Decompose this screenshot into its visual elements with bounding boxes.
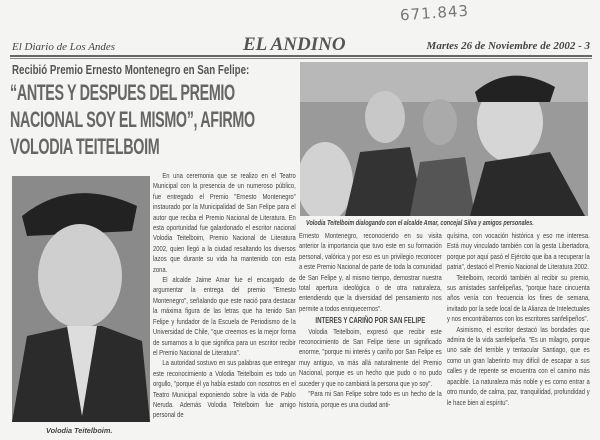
masthead-date: Martes 26 de Noviembre de 2002 - 3 <box>426 40 590 52</box>
photo-left-caption: Volodia Teitelboim. <box>46 426 113 435</box>
photo-group <box>300 62 588 216</box>
handwritten-note: 671.843 <box>399 1 470 25</box>
photo-right-caption: Volodia Teitelboim dialogando con el alcalde Amar, concejal Silva y amigos personales. <box>306 218 534 227</box>
article-column-1 <box>153 171 296 421</box>
article-column-2 <box>299 231 442 410</box>
article-subhead: INTERES Y CARIÑO POR SAN FELIPE <box>315 316 426 326</box>
masthead-rule <box>10 55 592 59</box>
article-headline: “ANTES Y DESPUES DEL PREMIO NACIONAL SOY EL MISMO”, AFIRMO VOLODIA TEITELBOIM <box>10 80 255 159</box>
paragraph: El alcalde Jaime Amar fue el encargado de argumentar la entrega del premio "Ernesto Montenegro", señalando que este nació para destacar la máxima figura de las letras que ha tenido San Felipe y fundador de la Escuela de Periodismo de la Universidad de Chile, "que creemos es la mejor forma de sumarnos a lo que significa para un escritor recibir el Premio Nacional de Literatura". <box>153 275 296 357</box>
masthead-title: EL ANDINO <box>243 34 346 55</box>
paragraph: Teitelboim, recordó también al recibir su premio, sus amistades sanfelipeñas, "porque hace cincuenta años venía con frecuencia los fines de semana, invitado por la sede local de la Alianza de Intelectuales y nos encontrábamos con los escritores sanfelipeños". <box>447 272 590 324</box>
paragraph: En una ceremonia que se realizo en el Teatro Municipal con la presencia de un numeroso público, fue entregado el Premio "Ernesto Montenegro" instaurado por la Municipalidad de San Felipe para el autor que reciba el Premio Nacional de Literatura. En esta oportunidad fue galardonado el escritor nacional Volodia Teitelboim, Premio Nacional de Literatura 2002, quien llegó a la ciudad resaltando los diversos lazos que durante su vida ha mantenido con esta zona. <box>153 171 296 274</box>
article-column-3 <box>447 231 590 408</box>
article-kicker: Recibió Premio Ernesto Montenegro en San Felipe: <box>12 63 250 77</box>
photo-portrait <box>12 176 150 422</box>
paragraph: quísima, con vocación histórica y eso me interesa. Está muy vinculado también con la gesta Libertadora, porque por aquí pasó el Ejército que iba a recuperar la patria", destacó el Premio Nacional de Literatura 2002. <box>447 231 590 272</box>
paragraph: "Para mi San Felipe sobre todo es un hecho de la historia, porque es una ciudad anti- <box>299 389 442 409</box>
paragraph: La autoridad sostuvo en sus palabras que entregar este reconocimiento a Volodia Teitelboim es todo un orgullo, "porque él ya había estado con nosotros en el Teatro Municipal exponiendo sobre la vida de Pablo Neruda. Además Volodia Teitelboim fue amigo personal de <box>153 358 296 420</box>
masthead-left: El Diario de Los Andes <box>12 41 116 53</box>
paragraph: Volodia Teitelboim, expresó que recibir este reconocimiento de San Felipe tiene un significado enorme, "porque mi interés y cariño por San Felipe es muy antiguo, va más allá naturalmente del Premio Nacional, porque es un hecho que pudo o no pudo suceder y que no cambiará la persona que yo soy". <box>299 326 442 388</box>
paragraph: Asimismo, el escritor destacó las bondades que admira de la vida sanfelipeña. "Es un milagro, porque uno sale del terrible y tentacular Santiago, que es como un gran laberinto muy difícil de escapar a sus calles y de repente se encuentra con el camino más apacible. La naturaleza más noble y es como entrar a otro mundo, de calma, paz, tranquilidad, profundidad y le hace bien al espíritu". <box>447 324 590 407</box>
paragraph: Ernesto Montenegro, reconociendo en su visita anterior la importancia que tuvo este en su formación personal, valórica y por eso es un privilegio reconocer a este Premio Nacional de parte de toda la comunidad de San Felipe y, al mismo tiempo, demostrar nuestra total apertura ideológica o de otra naturaleza, entendiendo que la diversidad del pensamiento nos permite a todos enriquecernos". <box>299 231 442 313</box>
